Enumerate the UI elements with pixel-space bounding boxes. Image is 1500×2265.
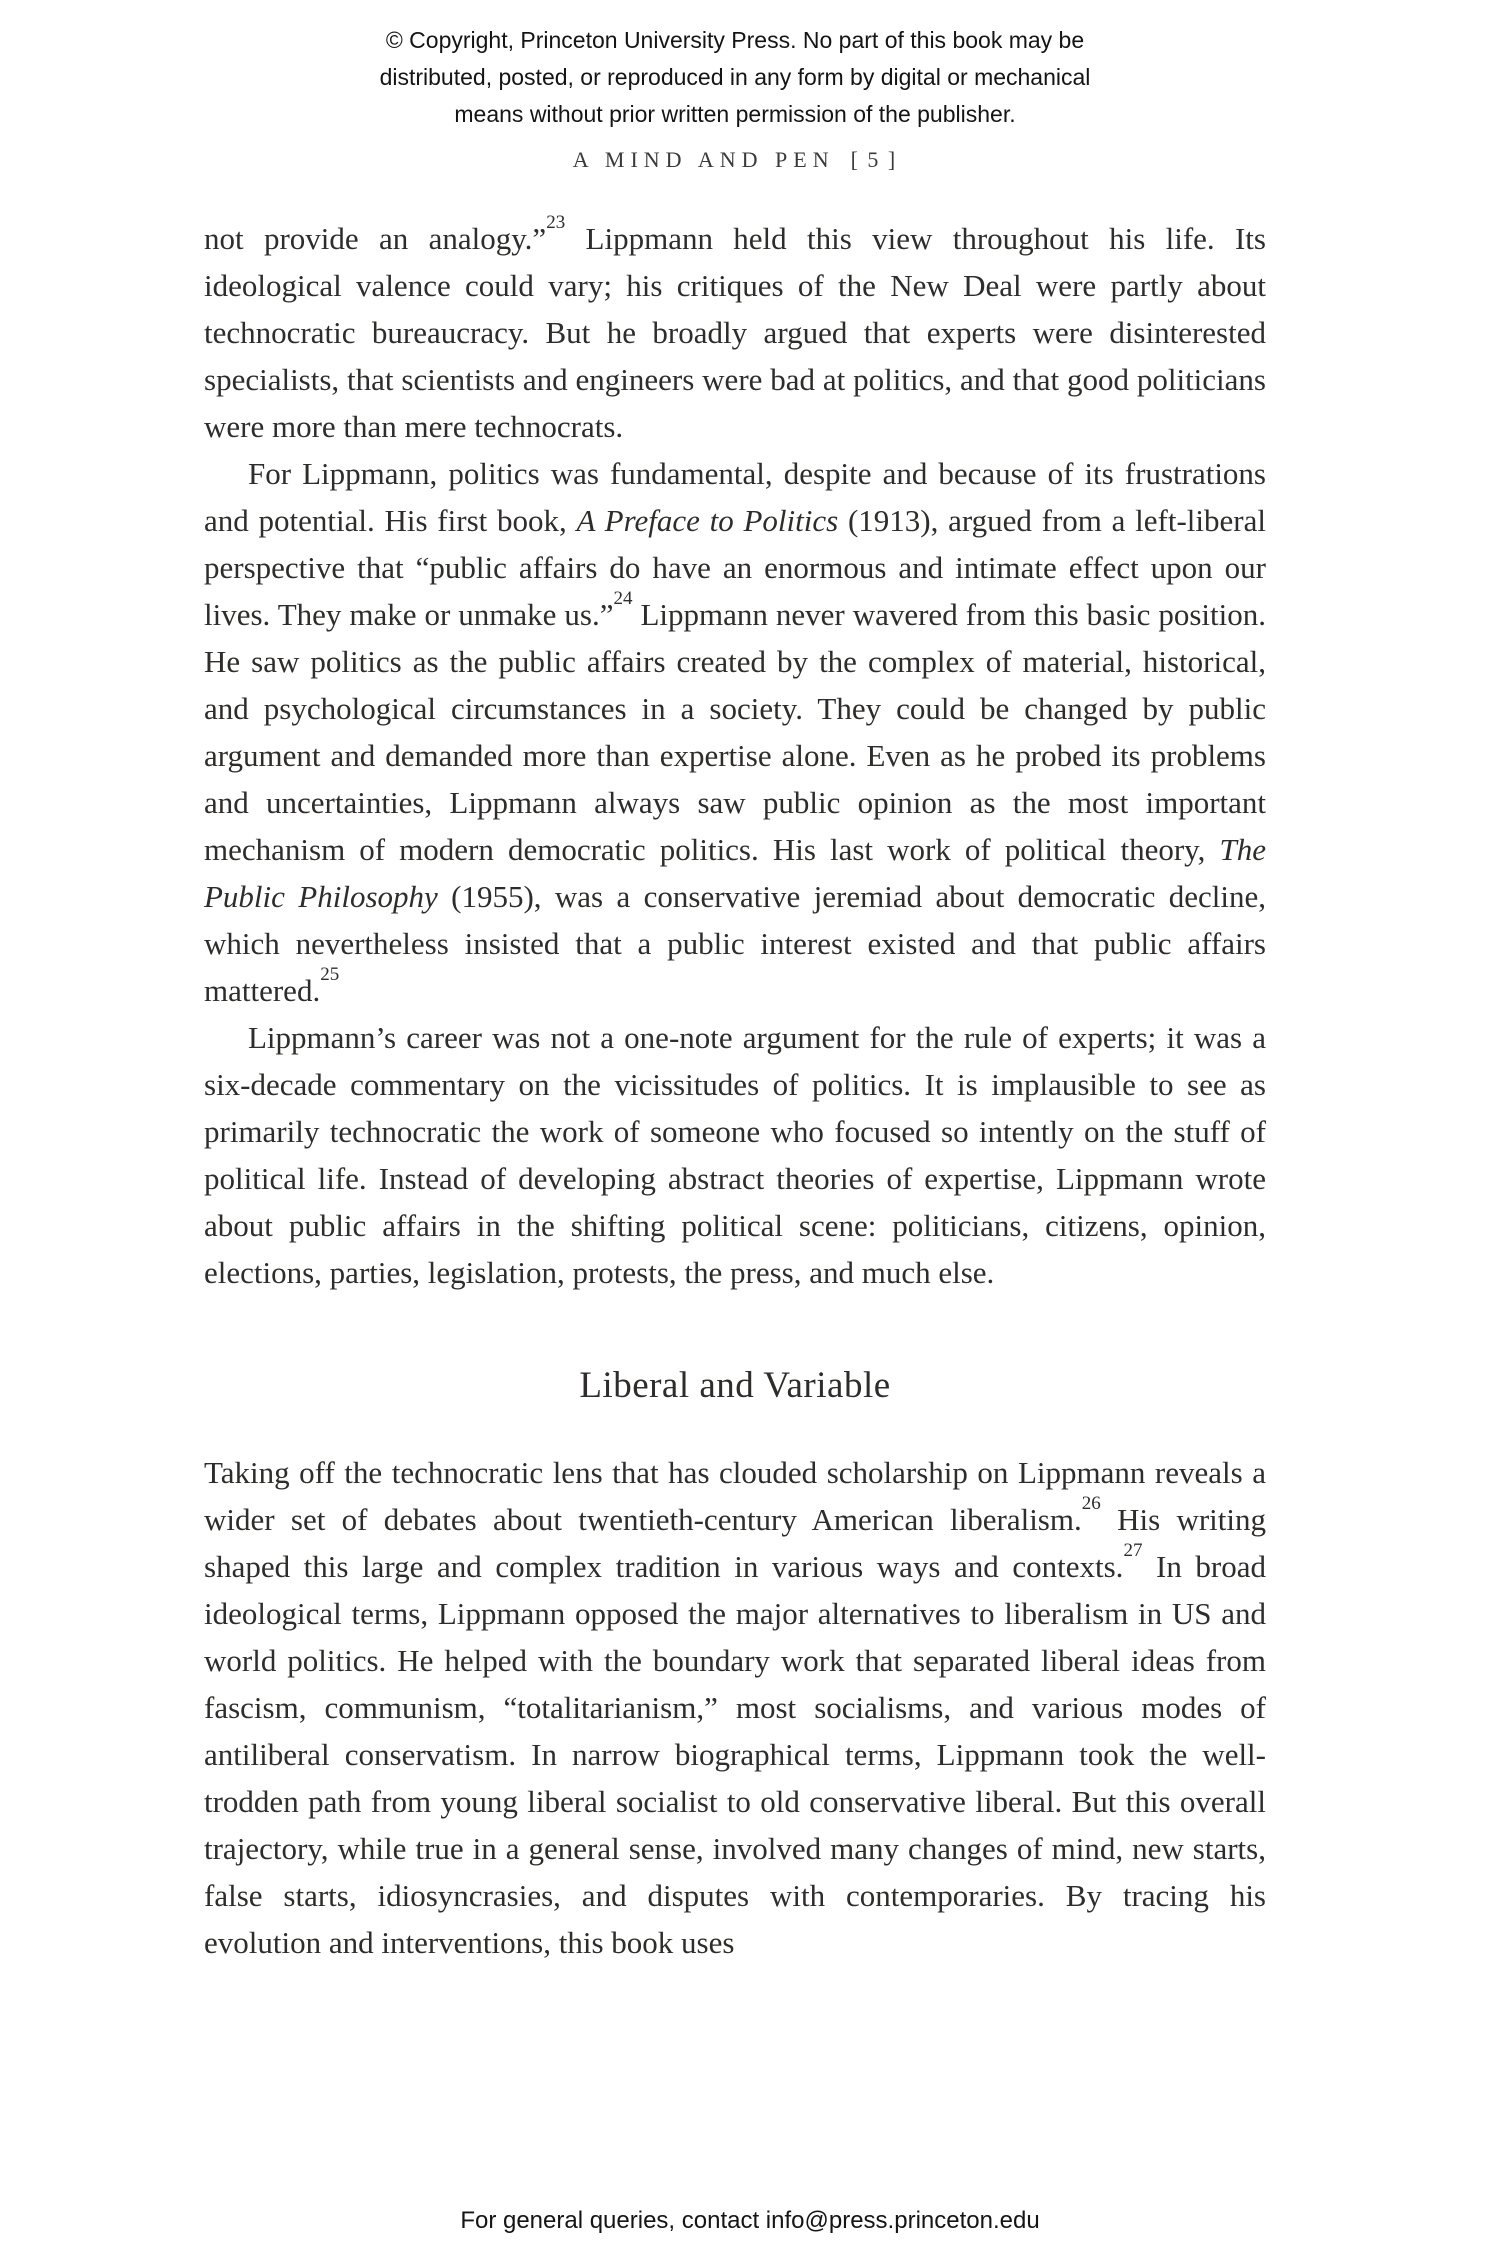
paragraph xyxy=(204,1014,1266,1296)
copyright-notice xyxy=(204,22,1266,133)
running-head-title: A MIND AND PEN xyxy=(572,147,835,172)
body-text-run: Lippmann never wavered from this basic position. He saw politics as the public affairs created by the complex of material, historical, and psychological circumstances in a society. They could be changed by public argument and demanded more than expertise alone. Even as he probed its problems and uncertainties, Lippmann always saw public opinion as the most important mechanism of modern democratic politics. His last work of political theory, xyxy=(204,597,1267,867)
body-text-run: not provide an analogy.” xyxy=(204,221,547,256)
footer-query-line: For general queries, contact info@press.princeton.edu xyxy=(460,2207,1040,2234)
running-head-page-number: [ 5 ] xyxy=(850,147,898,172)
body-text-run: (1913), argued from a left-liberal perspective that “public affairs do have an enormous and intimate effect upon our lives. They make or unmake us.” xyxy=(204,503,1266,632)
running-head xyxy=(204,147,1266,173)
page-body xyxy=(204,212,1267,1966)
paragraph xyxy=(204,212,1266,450)
body-text-run: Taking off the technocratic lens that has clouded scholarship on Lippmann reveals a wider set of debates about twentieth-century American liberalism. xyxy=(204,1455,1266,1537)
section-heading: Liberal and Variable xyxy=(579,1365,891,1406)
copyright-line: © Copyright, Princeton University Press. No part of this book may be xyxy=(385,27,1085,53)
body-text-run: (1955), was a conservative jeremiad about democratic decline, which nevertheless insisted that a public interest existed and that public affairs mattered. xyxy=(204,879,1267,1008)
body-text-run: Lippmann’s career was not a one-note argument for the rule of experts; it was a six-decade commentary on the vicissitudes of politics. It is implausible to see as primarily technocratic the work of someone who focused so intently on the stuff of political life. Instead of developing abstract theories of expertise, Lippmann wrote about public affairs in the shifting political scene: politicians, citizens, opinion, elections, parties, legislation, protests, the press, and much else. xyxy=(204,1020,1266,1290)
footnote-reference: 25 xyxy=(320,964,340,986)
footnote-reference: 23 xyxy=(546,212,566,234)
paragraph xyxy=(204,450,1266,1014)
copyright-line: means without prior written permission of the publisher. xyxy=(454,101,1016,127)
copyright-line: distributed, posted, or reproduced in any form by digital or mechanical xyxy=(379,64,1091,90)
paragraph xyxy=(204,1449,1266,1966)
book-title-italic: A Preface to Politics xyxy=(576,503,839,538)
body-text-run: For Lippmann, politics was fundamental, despite and because of its frustrations and potential. His first book, xyxy=(204,456,1266,538)
text-column xyxy=(204,0,1266,1966)
body-text-run: Lippmann held this view throughout his life. Its ideological valence could vary; his critiques of the New Deal were partly about technocratic bureaucracy. But he broadly argued that experts were disinterested specialists, that scientists and engineers were bad at politics, and that good politicians were more than mere technocrats. xyxy=(204,221,1266,444)
book-title-italic: The Public Philosophy xyxy=(204,832,1266,914)
footnote-reference: 26 xyxy=(1081,1493,1101,1515)
body-text-run: His writing shaped this large and complex tradition in various ways and contexts. xyxy=(204,1502,1266,1584)
footnote-reference: 24 xyxy=(613,588,633,610)
footnote-reference: 27 xyxy=(1123,1540,1143,1562)
body-text-run: In broad ideological terms, Lippmann opposed the major alternatives to liberalism in US and world politics. He helped with the boundary work that separated liberal ideas from fascism, communism, “totalitarianism,” most socialisms, and various modes of antiliberal conservatism. In narrow biographical terms, Lippmann took the well-trodden path from young liberal socialist to old conservative liberal. But this overall trajectory, while true in a general sense, involved many changes of mind, new starts, false starts, idiosyncrasies, and disputes with contemporaries. By tracing his evolution and interventions, this book uses xyxy=(204,1549,1266,1960)
